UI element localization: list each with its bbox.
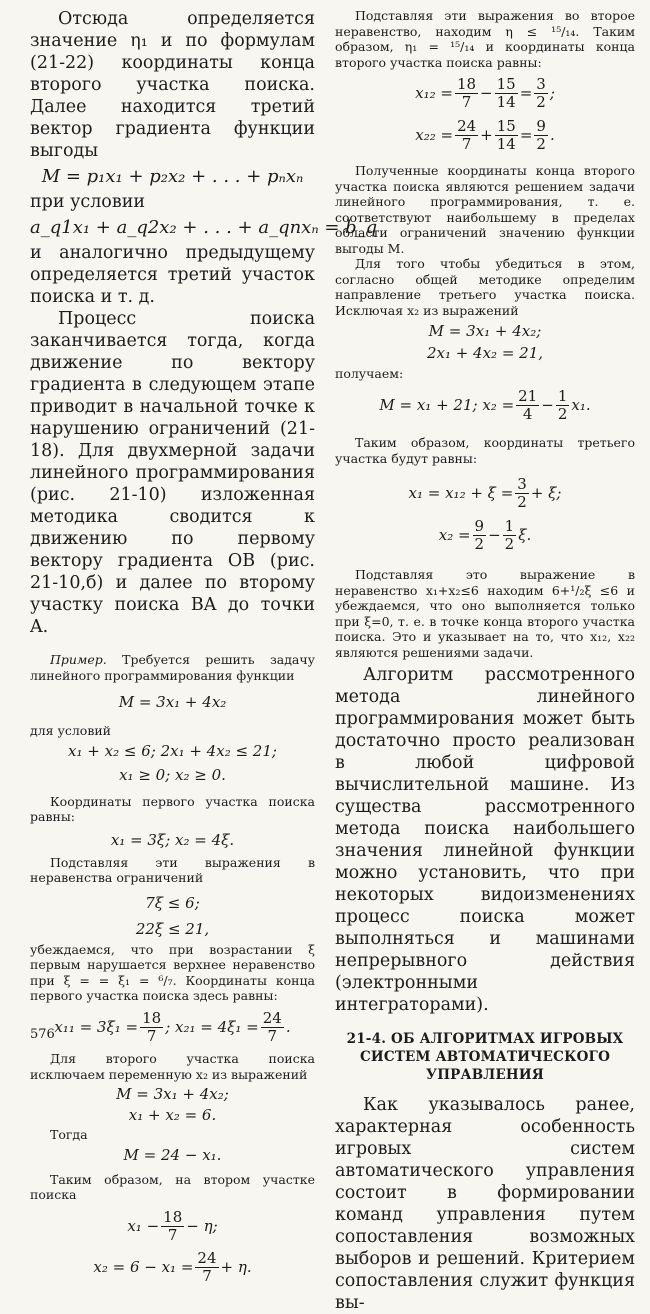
denominator: 2: [557, 404, 568, 423]
paragraph: Подставляя эти выражения во второе неравенство, находим η ≤ ¹⁵/₁₄. Таким образом, η₁ = ¹⁵/₁₄ и координаты конца второго участка поиска равны:: [335, 8, 635, 70]
numerator: 18: [163, 1207, 183, 1226]
denominator: 7: [461, 93, 472, 112]
numerator: 15: [496, 75, 516, 93]
numerator: 9: [474, 516, 485, 535]
denominator: 14: [496, 134, 516, 153]
equation: [30, 1010, 315, 1046]
eq-part: x₂₂ =: [415, 125, 454, 144]
paragraph: Тогда: [50, 1127, 88, 1142]
fraction: [140, 1010, 163, 1046]
eq-part: x₁₁ = 3ξ₁ =: [54, 1017, 139, 1036]
eq-part: =: [519, 83, 533, 102]
denominator: 2: [536, 93, 546, 112]
equation: M = 3x₁ + 4x₂: [118, 693, 227, 711]
page-number: 576: [30, 1027, 55, 1042]
eq-part: +: [480, 125, 493, 144]
denominator: 2: [536, 134, 546, 153]
eq-part: .: [285, 1017, 291, 1036]
fraction: [516, 388, 539, 424]
numerator: 9: [536, 116, 546, 135]
paragraph: Координаты первого участка поиска равны:: [30, 793, 315, 824]
equation: 7ξ ≤ 6;: [145, 893, 200, 912]
fraction: [161, 1209, 184, 1245]
fraction: [503, 518, 517, 554]
eq-part: x₁.: [571, 395, 591, 414]
eq-part: − η;: [186, 1216, 218, 1235]
numerator: 15: [496, 116, 516, 135]
denominator: 7: [267, 1026, 278, 1045]
fraction: [455, 76, 478, 112]
paragraph: Процесс поиска заканчивается тогда, когда движение по вектору градиента в следующем этапе приводит в начальной точке к нарушению ограничений (21-18). Для двухмерной задачи линейного программирования (рис. 21-10) изложенная методика сводится к движению по первому вектору градиента OB (рис. 21-10,б) и далее по второму участку поиска BA до точки A.: [30, 309, 315, 637]
equation: [30, 1250, 315, 1286]
equation: 2x₁ + 4x₂ = 21,: [426, 344, 544, 362]
fraction: [495, 76, 518, 112]
example-label: Пример.: [50, 652, 107, 667]
paragraph: при условии: [30, 192, 146, 212]
eq-part: x₂ =: [438, 525, 471, 544]
denominator: 7: [202, 1267, 212, 1286]
example-paragraph: [30, 652, 315, 683]
eq-part: −: [488, 525, 501, 544]
paragraph: для условий: [30, 723, 112, 738]
eq-part: −: [541, 395, 554, 414]
fraction: [261, 1010, 284, 1046]
numerator: 18: [142, 1008, 162, 1027]
eq-part: x₁ −: [127, 1216, 160, 1235]
eq-part: ; x₂₁ = 4ξ₁ =: [165, 1017, 259, 1036]
equation: x₁ ≥ 0; x₂ ≥ 0.: [119, 765, 226, 784]
paragraph: Подставляя эти выражения в неравенства ограничений: [30, 854, 315, 885]
fraction: [195, 1250, 218, 1286]
paragraph: Подставляя это выражение в неравенство x₁+x₂≤6 находим 6+¹/₂ξ ≤6 и убеждаемся, что оно выполняется только при ξ=0, т. е. в точке конца второго участка поиска. Это и указывает на то, что x₁₂, x₂₂ являются решениями задачи.: [335, 567, 635, 660]
fraction: [455, 118, 478, 154]
numerator: 1: [557, 386, 568, 405]
equation: x₁ + x₂ ≤ 6; 2x₁ + 4x₂ ≤ 21;: [68, 741, 277, 760]
eq-part: −: [480, 83, 493, 102]
paragraph: Для второго участка поиска исключаем переменную x₂ из выражений: [30, 1051, 315, 1082]
eq-part: ξ.: [518, 525, 532, 544]
fraction: [534, 118, 548, 154]
equation: [335, 118, 635, 154]
equation: M = 24 − x₁.: [123, 1145, 222, 1164]
paragraph: Отсюда определяется значение η₁ и по формулам (21-22) координаты конца второго участка поиска. Далее находится третий вектор градиента функции выгоды: [30, 9, 315, 161]
eq-part: =: [519, 125, 533, 144]
fraction: [515, 476, 529, 512]
denominator: 7: [461, 134, 472, 153]
eq-part: + η.: [220, 1257, 252, 1276]
equation: [335, 388, 635, 424]
equation: [335, 76, 635, 112]
fraction: [495, 118, 518, 154]
denominator: 7: [167, 1225, 178, 1244]
numerator: 21: [518, 386, 538, 405]
numerator: 1: [504, 516, 515, 535]
numerator: 3: [536, 75, 546, 93]
equation: [335, 476, 635, 512]
numerator: 18: [456, 75, 477, 93]
equation: M = 3x₁ + 4x₂;: [428, 322, 542, 340]
example-text: Требуется решить задачу линейного программирования функции: [30, 652, 315, 683]
numerator: 24: [197, 1249, 217, 1267]
eq-part: M = x₁ + 21; x₂ =: [379, 395, 515, 414]
equation: x₁ + x₂ = 6.: [128, 1106, 217, 1124]
fraction: [473, 518, 487, 554]
right-column: [335, 8, 635, 1314]
paragraph: Таким образом, координаты третьего участка будут равны:: [335, 435, 635, 466]
denominator: 2: [474, 534, 485, 553]
numerator: 24: [457, 116, 477, 135]
paragraph: Таким образом, на втором участке поиска: [30, 1171, 315, 1202]
paragraph: Как указывалось ранее, характерная особенность игровых систем автоматического управления состоит в формировании команд управления путем сопоставления возможных выборов и решений. Критерием сопоставления служит функция вы-: [335, 1095, 635, 1313]
section-heading: 21-4. ОБ АЛГОРИТМАХ ИГРОВЫХ СИСТЕМ АВТОМАТИЧЕСКОГО УПРАВЛЕНИЯ: [346, 1031, 624, 1083]
denominator: 7: [146, 1026, 157, 1045]
denominator: 2: [504, 534, 515, 553]
eq-part: x₁ = x₁₂ + ξ =: [408, 483, 514, 502]
paragraph: Полученные координаты конца второго участка поиска являются решением задачи линейного программирования, т. е. соответствуют наибольшему в пределах области ограничений значению функции выгоды M.: [335, 163, 635, 256]
eq-part: ;: [549, 83, 555, 102]
denominator: 2: [517, 493, 527, 512]
equation: 22ξ ≤ 21,: [135, 919, 210, 938]
eq-part: .: [549, 125, 555, 144]
numerator: 24: [262, 1008, 282, 1027]
eq-part: x₁₂ =: [415, 83, 453, 102]
numerator: 3: [517, 475, 527, 493]
paragraph: Для того чтобы убедиться в этом, согласно общей методике определим направление третьего участка поиска. Исключая x₂ из выражений: [335, 256, 635, 318]
paragraph: и аналогично предыдущему определяется третий участок поиска и т. д.: [30, 243, 315, 307]
equation: [335, 518, 635, 554]
paragraph: получаем:: [335, 366, 404, 381]
equation: x₁ = 3ξ; x₂ = 4ξ.: [110, 830, 235, 849]
paragraph: убеждаемся, что при возрастании ξ первым нарушается верхнее неравенство при ξ = = ξ₁ = ⁶/₇. Координаты конца первого участка поиска здесь равны:: [30, 941, 315, 1003]
eq-part: + ξ;: [530, 483, 562, 502]
fraction: [534, 76, 548, 112]
eq-part: x₂ = 6 − x₁ =: [93, 1257, 194, 1276]
equation: M = 3x₁ + 4x₂;: [116, 1085, 229, 1103]
paragraph: Алгоритм рассмотренного метода линейного программирования может быть достаточно просто реализован в любой цифровой вычислительной машине. Из существа рассмотренного метода поиска наибольшего значения линейной функции можно установить, что при некоторых видоизменениях процесс поиска может выполняться и машинами непрерывного действия (электронными интеграторами).: [335, 665, 635, 1015]
equation: M = p₁x₁ + p₂x₂ + . . . + pₙxₙ: [41, 166, 304, 187]
equation: [30, 1209, 315, 1245]
denominator: 4: [522, 404, 533, 423]
denominator: 14: [496, 93, 516, 112]
fraction: [556, 388, 570, 424]
equation: a_q1x₁ + a_q2x₂ + . . . + a_qnxₙ = b_q: [30, 217, 378, 238]
